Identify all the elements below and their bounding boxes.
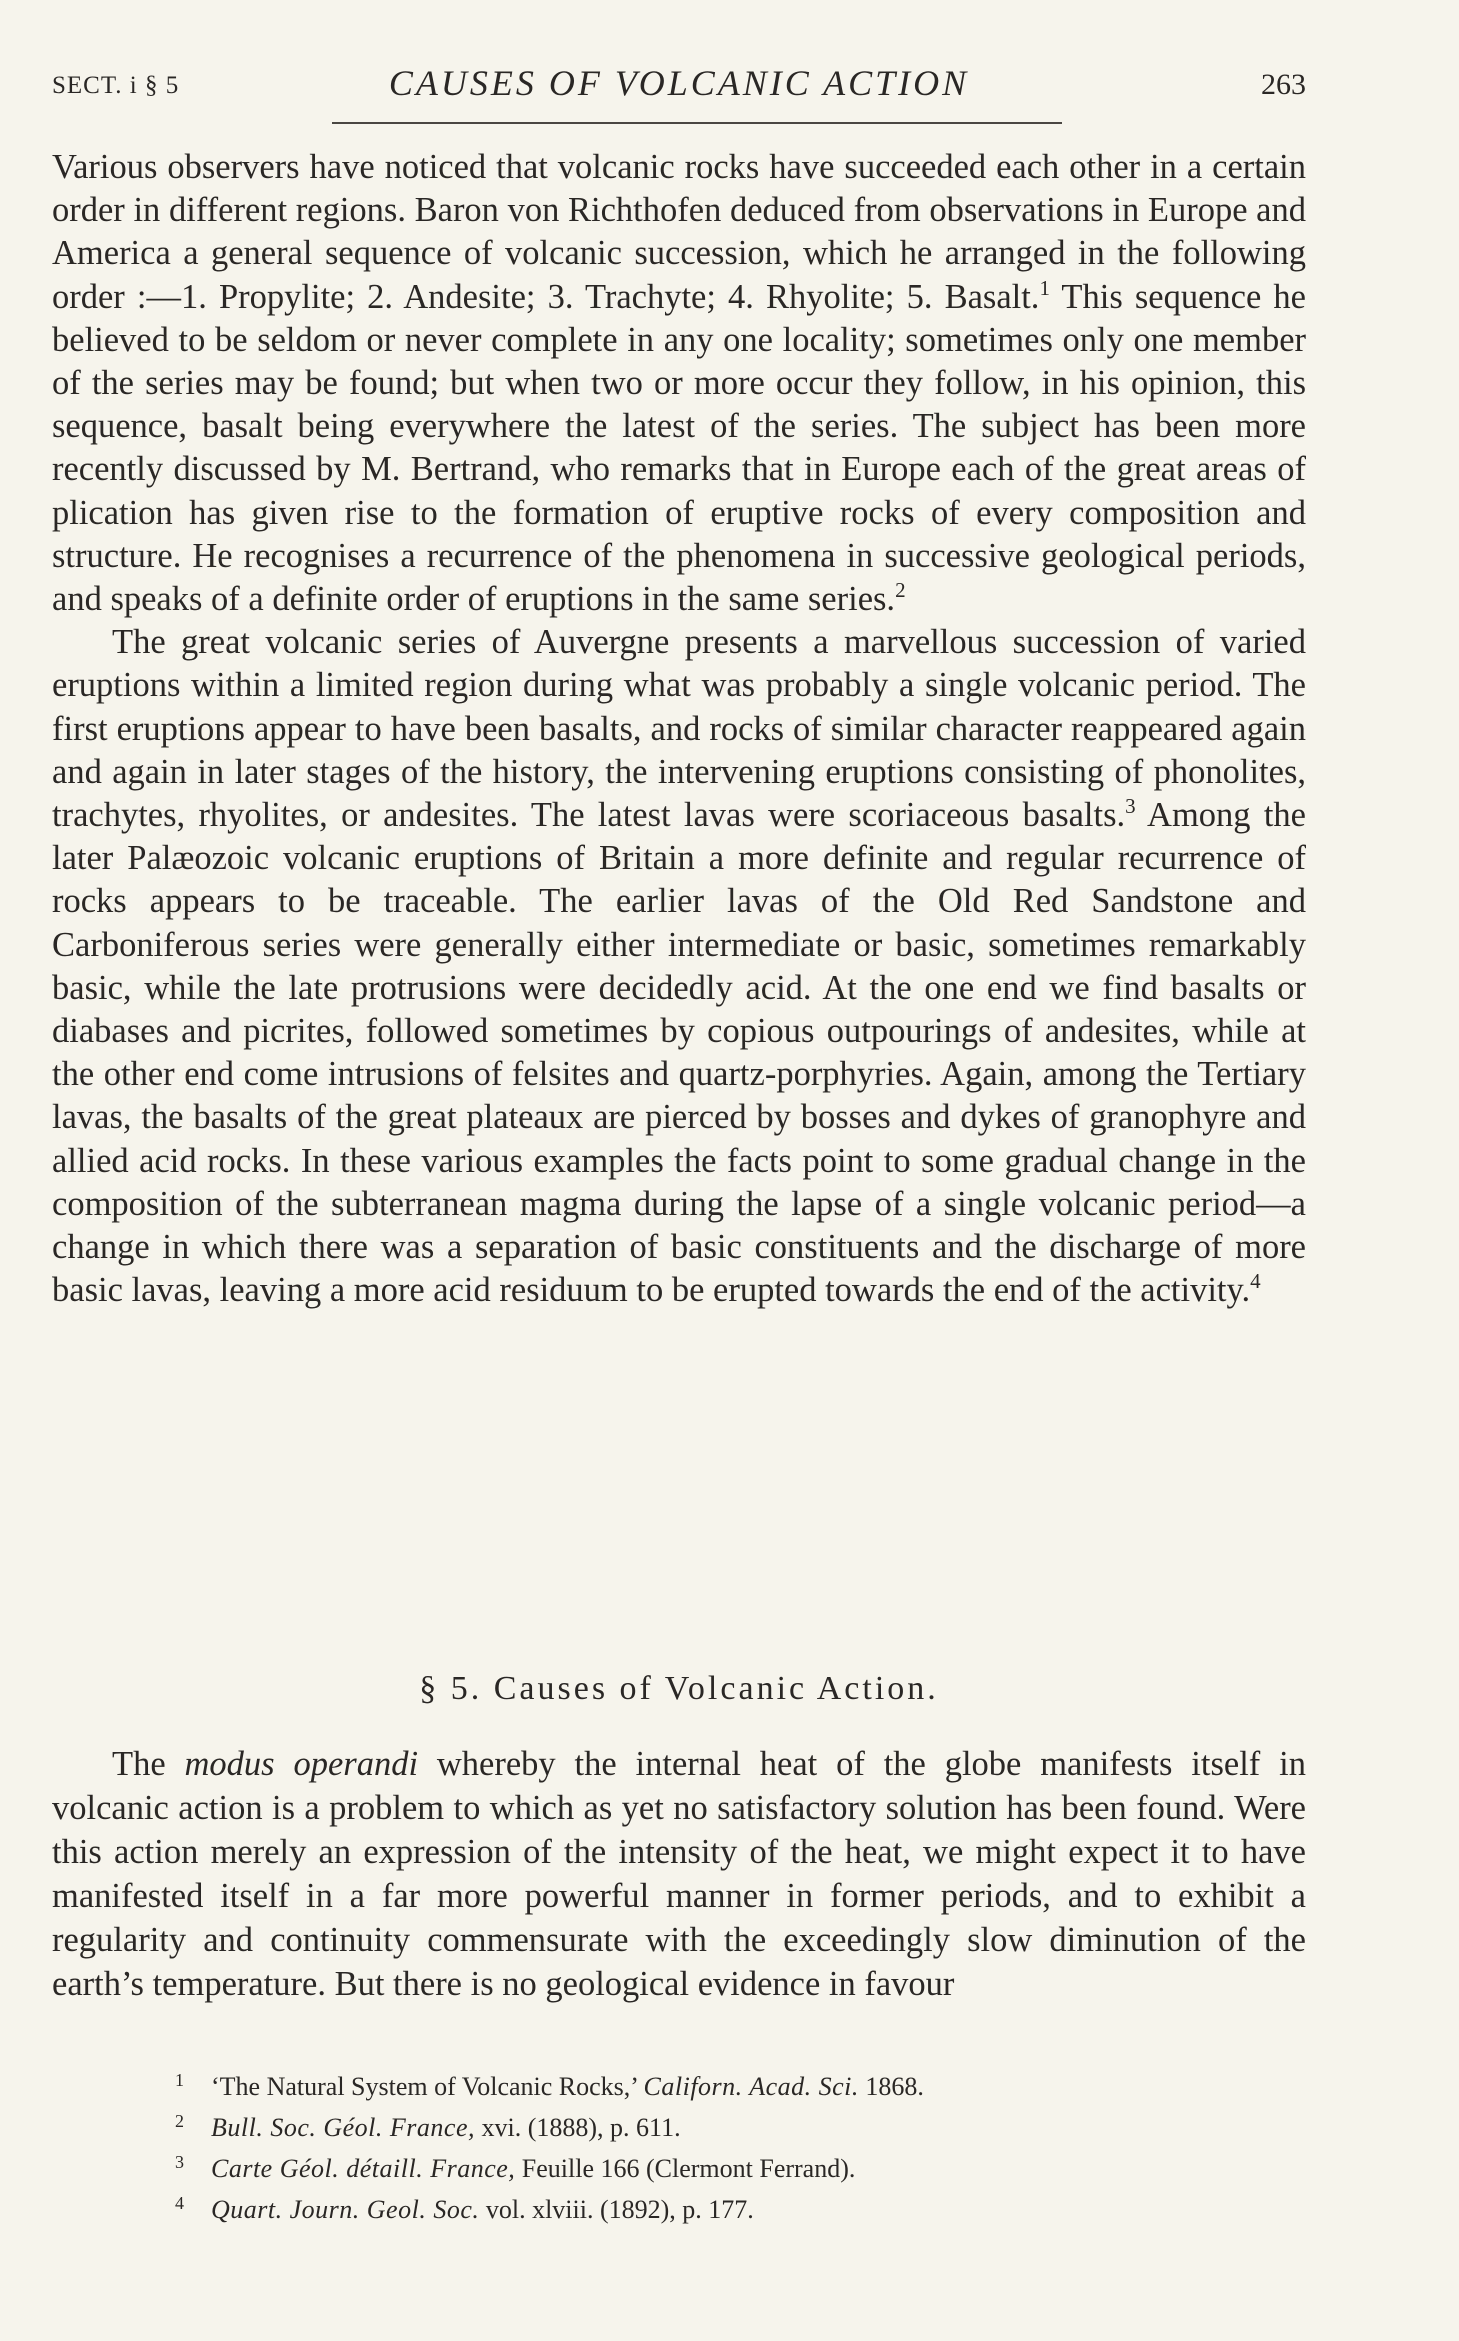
section-heading: § 5. Causes of Volcanic Action. (419, 1670, 939, 1707)
paragraph-2-text-a: The great volcanic series of Auvergne presents a marvellous succession of varied eruptions within a limited region during what was probably a single volcanic period. The first eruptions appear to have been basalts, and rocks of similar character reappeared again and again in later stages of the history, the intervening eruptions consisting of phonolites, trachytes, rhyolites, or andesites. The latest lavas were scoriaceous basalts. (52, 623, 1306, 835)
footnote-text: Feuille 166 (Clermont Ferrand). (515, 2154, 856, 2183)
footnote (175, 2186, 1306, 2227)
footnote-text: xvi. (1888), p. 611. (475, 2113, 681, 2142)
footnote-italic: Quart. Journ. Geol. Soc. (211, 2195, 480, 2224)
main-text (52, 146, 1306, 1312)
running-header (52, 62, 1306, 112)
page-number: 263 (1261, 68, 1306, 101)
footnote-text: vol. xlviii. (1892), p. 177. (479, 2195, 754, 2224)
footnote-italic: Californ. Acad. Sci. (643, 2072, 859, 2101)
paragraph-2-text-b: Among the later Palæozoic volcanic eruptions of Britain a more definite and regular recurrence of rocks appears to be traceable. The earlier lavas of the Old Red Sandstone and Carboniferous series were generally either intermediate or basic, sometimes remarkably basic, while the late protrusions were decidedly acid. At the one end we find basalts or diabases and picrites, followed sometimes by copious outpourings of andesites, while at the other end come intrusions of felsites and quartz-porphyries. Again, among the Tertiary lavas, the basalts of the great plateaux are pierced by bosses and dykes of granophyre and allied acid rocks. In these various examples the facts point to some gradual change in the composition of the subterranean magma during the lapse of a single volcanic period—a change in which there was a separation of basic constituents and the discharge of more basic lavas, leaving a more acid residuum to be erupted towards the end of the activity. (52, 796, 1306, 1310)
paragraph-1-text-b: This sequence he believed to be seldom or never complete in any one locality; sometimes only one member of the series may be found; but when two or more occur they follow, in his opinion, this sequence, basalt being everywhere the latest of the series. The subject has been more recently discussed by M. Bertrand, who remarks that in Europe each of the great areas of plication has given rise to the formation of eruptive rocks of every composition and structure. He recognises a recurrence of the phenomena in successive geological periods, and speaks of a definite order of eruptions in the same series. (52, 277, 1306, 619)
section-text (52, 1742, 1306, 2006)
footnote-ref-1: 1 (1039, 275, 1050, 300)
footnote (175, 2145, 1306, 2186)
paragraph-3 (52, 1742, 1306, 2006)
paragraph-1 (52, 146, 1306, 621)
paragraph-1-text-a: Various observers have noticed that volcanic rocks have succeeded each other in a certain order in different regions. Baron von Richthofen deduced from observations in Europe and America a general sequence of volcanic succession, which he arranged in the following order :—1. Propylite; 2. Andesite; 3. Trachyte; 4. Rhyolite; 5. Basalt. (52, 148, 1306, 316)
footnote-text: 1868. (858, 2072, 924, 2101)
footnote-number: 1 (175, 2070, 184, 2090)
footnote-text: ‘The Natural System of Volcanic Rocks,’ (211, 2072, 644, 2101)
running-title: CAUSES OF VOLCANIC ACTION (388, 63, 970, 103)
footnote-ref-2: 2 (895, 578, 906, 603)
paragraph-2 (52, 621, 1306, 1312)
section-marker: SECT. i § 5 (52, 72, 180, 99)
footnote-number: 4 (175, 2193, 184, 2213)
header-rule (332, 122, 1062, 124)
footnote-number: 2 (175, 2111, 184, 2131)
footnotes (175, 2063, 1306, 2227)
footnote-italic: Carte Géol. détaill. France, (211, 2154, 516, 2183)
footnote (175, 2104, 1306, 2145)
paragraph-3-text-a: The (112, 1745, 185, 1783)
footnote-number: 3 (175, 2152, 184, 2172)
footnote (175, 2063, 1306, 2104)
paragraph-3-italic: modus operandi (184, 1745, 419, 1783)
footnote-ref-4: 4 (1250, 1269, 1261, 1294)
footnote-italic: Bull. Soc. Géol. France, (211, 2113, 475, 2142)
paragraph-3-text-b: whereby the internal heat of the globe manifests itself in volcanic action is a problem to which as yet no satisfactory solution has been found. Were this action merely an expression of the intensity of the heat, we might expect it to have manifested itself in a far more powerful manner in former periods, and to exhibit a regularity and continuity commensurate with the exceedingly slow diminution of the earth’s temperature. But there is no geological evidence in favour (52, 1745, 1306, 2003)
footnote-ref-3: 3 (1125, 794, 1136, 819)
